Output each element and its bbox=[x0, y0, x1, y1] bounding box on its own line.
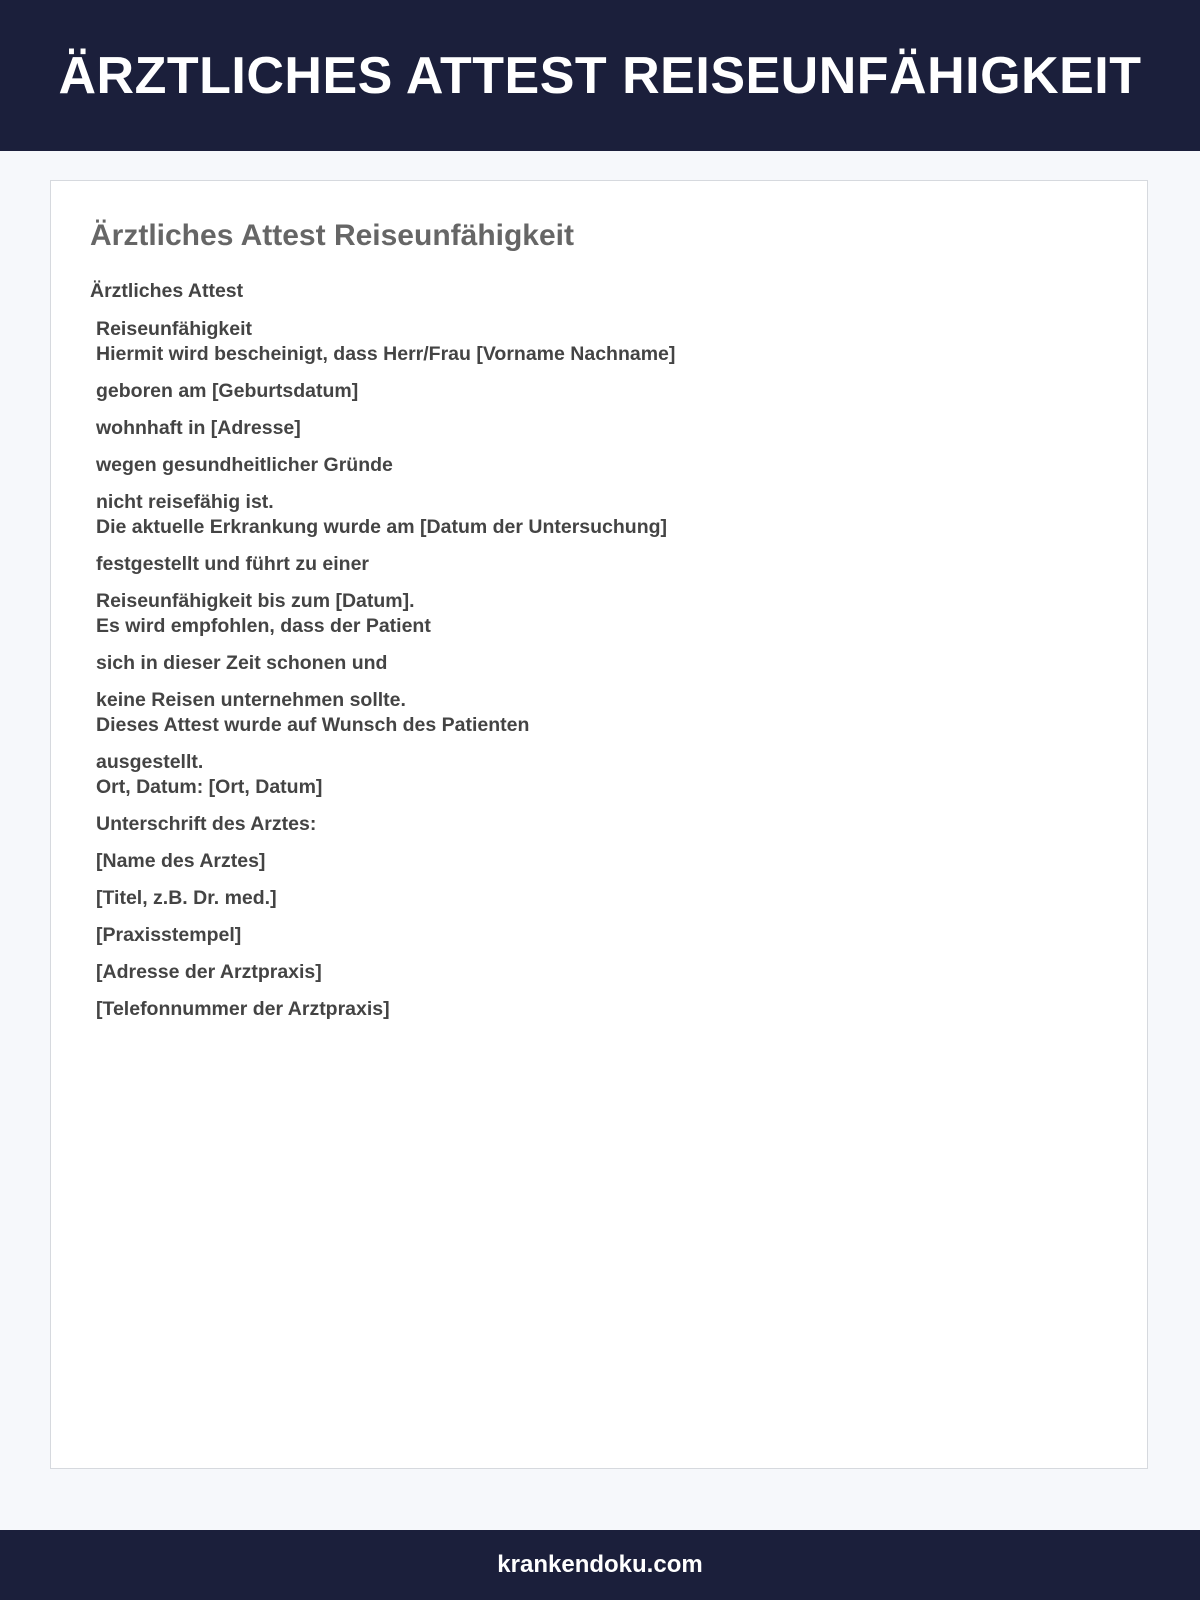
document-paragraph bbox=[96, 688, 1096, 738]
document-paragraph bbox=[96, 490, 1096, 540]
document-line: Es wird empfohlen, dass der Patient bbox=[96, 615, 431, 637]
document-line: wohnhaft in [Adresse] bbox=[96, 417, 301, 439]
document-line: Ort, Datum: [Ort, Datum] bbox=[96, 776, 323, 798]
document-paragraph bbox=[96, 317, 1096, 367]
document-paragraph bbox=[96, 812, 1096, 837]
document-paragraph bbox=[96, 750, 1096, 800]
document-title: Ärztliches Attest Reiseunfähigkeit bbox=[90, 219, 574, 252]
document-card bbox=[50, 180, 1148, 1469]
document-paragraph bbox=[96, 552, 1096, 577]
document-line: keine Reisen unternehmen sollte. bbox=[96, 689, 406, 711]
page-footer bbox=[0, 1530, 1200, 1600]
document-line: [Titel, z.B. Dr. med.] bbox=[96, 887, 277, 909]
document-paragraph bbox=[96, 923, 1096, 948]
document-line: Unterschrift des Arztes: bbox=[96, 813, 317, 835]
document-paragraph bbox=[96, 997, 1096, 1022]
document-line: nicht reisefähig ist. bbox=[96, 491, 274, 513]
document-body bbox=[96, 317, 1096, 1034]
document-paragraph bbox=[96, 416, 1096, 441]
document-paragraph bbox=[96, 651, 1096, 676]
document-paragraph bbox=[96, 589, 1096, 639]
page-header bbox=[0, 0, 1200, 151]
document-line: Dieses Attest wurde auf Wunsch des Patienten bbox=[96, 714, 530, 736]
document-paragraph bbox=[96, 886, 1096, 911]
document-line: festgestellt und führt zu einer bbox=[96, 553, 370, 575]
document-line: Reiseunfähigkeit bbox=[96, 318, 253, 340]
document-paragraph bbox=[96, 379, 1096, 404]
document-subtitle: Ärztliches Attest bbox=[90, 280, 244, 302]
document-line: Reiseunfähigkeit bis zum [Datum]. bbox=[96, 590, 415, 612]
document-line: Hiermit wird bescheinigt, dass Herr/Frau [Vorname Nachname] bbox=[96, 343, 676, 365]
document-line: [Name des Arztes] bbox=[96, 850, 266, 872]
document-line: [Praxisstempel] bbox=[96, 924, 242, 946]
document-line: [Adresse der Arztpraxis] bbox=[96, 961, 322, 983]
document-line: [Telefonnummer der Arztpraxis] bbox=[96, 998, 390, 1020]
document-line: sich in dieser Zeit schonen und bbox=[96, 652, 388, 674]
document-line: geboren am [Geburtsdatum] bbox=[96, 380, 359, 402]
document-paragraph bbox=[96, 960, 1096, 985]
document-line: wegen gesundheitlicher Gründe bbox=[96, 454, 393, 476]
document-paragraph bbox=[96, 453, 1096, 478]
footer-site-link[interactable]: krankendoku.com bbox=[497, 1551, 703, 1578]
header-title: ÄRZTLICHES ATTEST REISEUNFÄHIGKEIT bbox=[58, 46, 1142, 105]
document-paragraph bbox=[96, 849, 1096, 874]
document-line: ausgestellt. bbox=[96, 751, 204, 773]
document-line: Die aktuelle Erkrankung wurde am [Datum der Untersuchung] bbox=[96, 516, 668, 538]
